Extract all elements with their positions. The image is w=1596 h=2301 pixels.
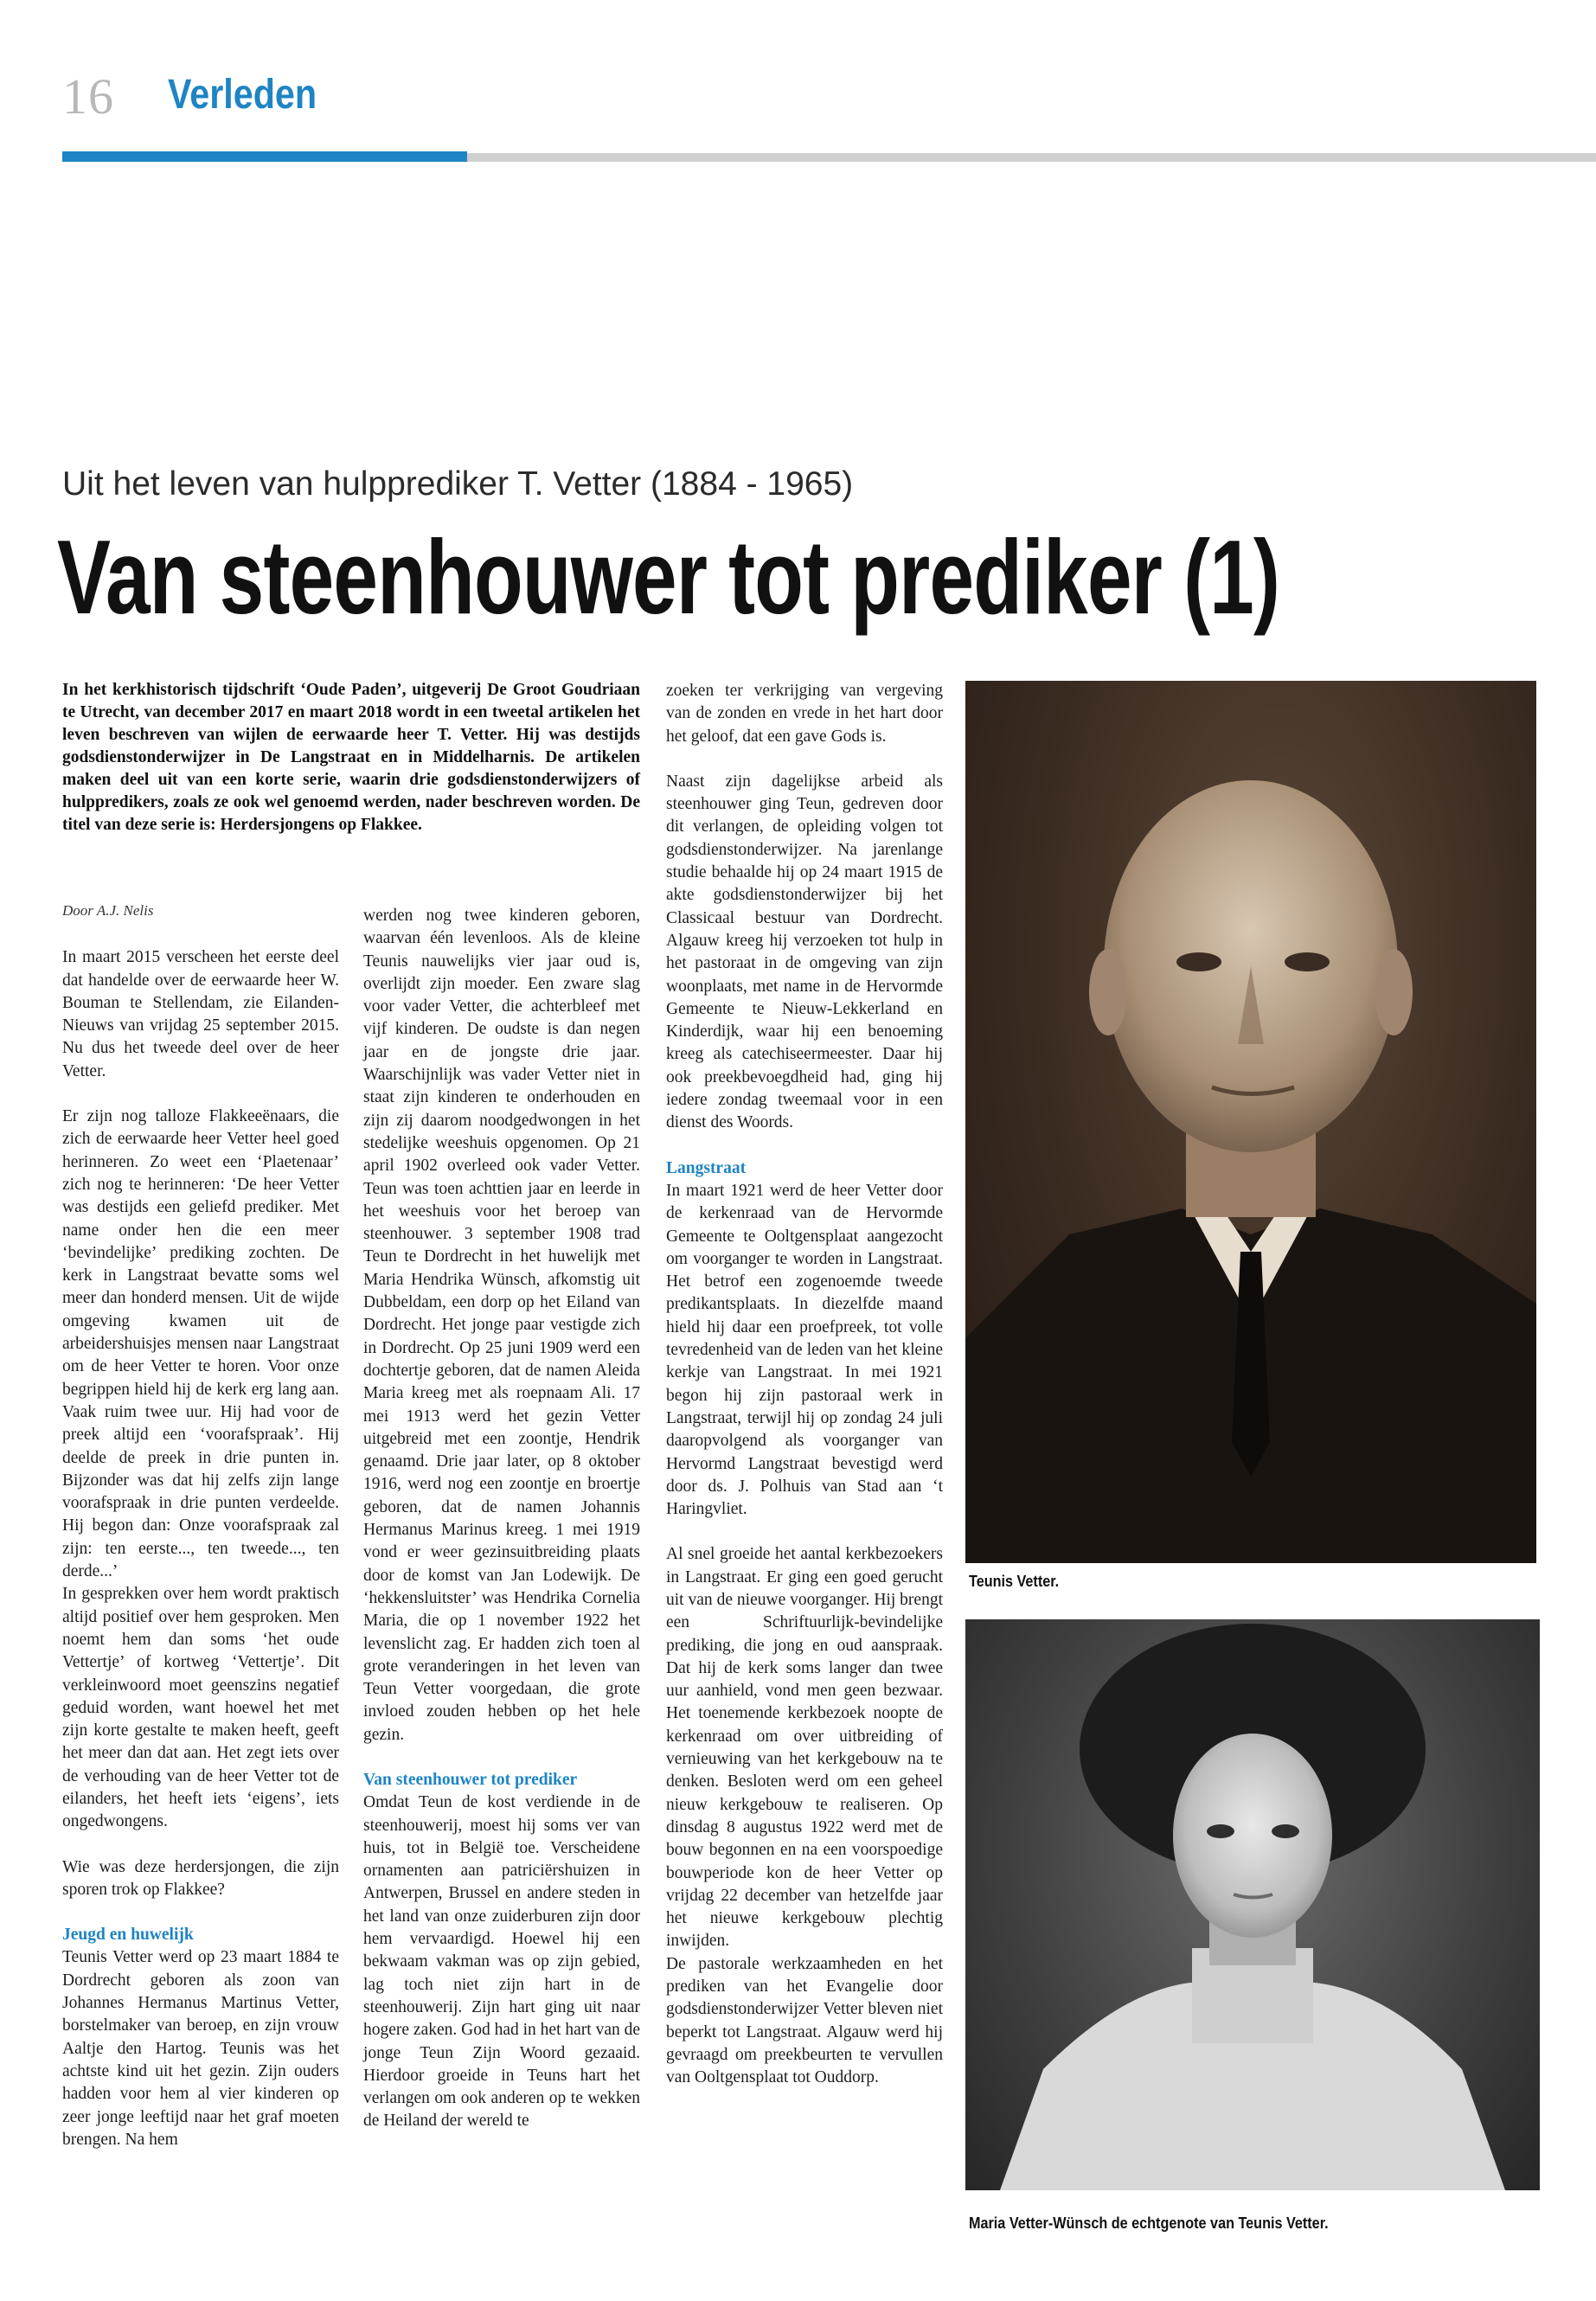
article-headline: Van steenhouwer tot prediker (1) [57, 518, 1280, 636]
byline: Door A.J. Nelis [62, 902, 154, 919]
article-intro: In het kerkhistorisch tijdschrift ‘Oude Paden’, uitgeverij De Groot Goudriaan te Utrecht, van december 2017 en maart 2018 wordt in een tweetal artikelen het leven beschreven van wijlen de eerwaarde heer T. Vetter. Hij was destijds godsdienstonderwijzer in De Langstraat en in Middelharnis. De artikelen maken deel uit van een korte serie, waarin drie godsdienstonderwijzers of hulppredikers, zoals ze ook wel genoemd werden, nader beschreven worden. De titel van deze serie is: Herdersjongens op Flakkee. [62, 681, 640, 834]
section-title: Verleden [168, 72, 317, 118]
paragraph: zoeken ter verkrijging van vergeving van de zonden en vrede in het hart door het geloof, dat een gave Gods is. [666, 682, 943, 746]
page-number: 16 [62, 68, 114, 125]
column-1 [62, 900, 339, 2151]
paragraph: Wie was deze herdersjongen, die zijn sporen trok op Flakkee? [62, 1857, 339, 1899]
paragraph: Al snel groeide het aantal kerkbezoekers in Langstraat. Er ging een goed gerucht uit van de nieuwe voorganger. Hij brengt een Schriftuurlijk-bevindelijke prediking, die jong en oud aanspraak. Dat hij de kerk soms langer dan twee uur aanhield, vond men geen bezwaar. Het toenemende kerkbezoek noopte de kerkenraad om over uitbreiding of vernieuwing van het kerkgebouw na te denken. Besloten werd om een geheel nieuw kerkgebouw te realiseren. Op dinsdag 8 augustus 1922 werd met de bouw begonnen en na een voorspoedige bouwperiode kon de heer Vetter op vrijdag 22 december van hetzelfde jaar het nieuwe kerkgebouw plechtig inwijden. [666, 1545, 943, 1951]
portrait-illustration [965, 1619, 1540, 2190]
photo-caption: Maria Vetter-Wünsch de echtgenote van Teunis Vetter. [969, 2214, 1329, 2232]
paragraph: In gesprekken over hem wordt praktisch altijd positief over hem gesproken. Men noemt hem dan soms ‘het oude Vettertje’ of kortweg ‘Vettertje’. Dit verkleinwoord moet geenszins negatief geduid worden, want hoewel het met zijn korte gestalte te maken heeft, geeft het meer dan dat aan. Het zegt iets over de verhouding van de heer Vetter tot de eilanders, het heeft iets ‘eigens’, iets ongedwongens. [62, 1585, 339, 1831]
portrait-photo-teunis-vetter [965, 681, 1536, 1563]
paragraph: Teunis Vetter werd op 23 maart 1884 te Dordrecht geboren als zoon van Johannes Hermanus Martinus Vetter, borstelmaker van beroep, en zijn vrouw Aaltje den Hartog. Teunis was het achtste kind uit het gezin. Zijn ouders hadden voor hem al vier kinderen op zeer jonge leeftijd naar het graf moeten brengen. Na hem [62, 1948, 339, 2149]
paragraph: Omdat Teun de kost verdiende in de steenhouwerij, moest hij soms ver van huis, tot in België toe. Verscheidene ornamenten aan patriciërshuizen in Antwerpen, Brussel en andere steden in het land van onze zuiderburen zijn door hem vervaardigd. Hoewel hij een bekwaam vakman was op zijn gebied, lag toch niet zijn hart in de steenhouwerij. Zijn hart ging uit naar hogere zaken. God had in het hart van de jonge Teun Zijn Woord gezaaid. Hierdoor groeide in Teuns hart het verlangen om ook anderen op te wekken de Heiland der wereld te [363, 1793, 640, 2131]
paragraph: De pastorale werkzaamheden en het prediken van het Evangelie door godsdienstonderwijzer Vetter bleven niet beperkt tot Langstraat. Algauw werd hij gevraagd om preekbeurten te vervullen van Ooltgensplaat tot Ouddorp. [666, 1954, 943, 2087]
paragraph: In maart 2015 verscheen het eerste deel dat handelde over de eerwaarde heer W. Bouman te Stellendam, zie Eilanden-Nieuws van vrijdag 25 september 2015. Nu dus het tweede deel over de heer Vetter. [62, 948, 339, 1080]
column-2 [363, 905, 640, 2133]
header-accent-rule [62, 151, 467, 162]
paragraph: werden nog twee kinderen geboren, waarvan één levenloos. Als de kleine Teunis nauwelijks vier jaar oud is, overlijdt zijn moeder. Een zware slag voor vader Vetter, die achterbleef met vijf kinderen. De oudste is dan negen jaar en de jongste drie jaar. Waarschijnlijk was vader Vetter niet in staat zijn kinderen te onderhouden en zijn zij daarom noodgedwongen in het stedelijke weeshuis opgenomen. Op 21 april 1902 overleed ook vader Vetter. Teun was toen achttien jaar en leerde in het weeshuis voor het beroep van steenhouwer. 3 september 1908 trad Teun te Dordrecht in het huwelijk met Maria Hendrika Wünsch, afkomstig uit Dubbeldam, een dorp op het Eiland van Dordrecht. Het jonge paar vestigde zich in Dordrecht. Op 25 juni 1909 werd een dochtertje geboren, dat de namen Aleida Maria kreeg met als roepnaam Ali. 17 mei 1913 werd het gezin Vetter uitgebreid met een zoontje, Hendrik genaamd. Drie jaar later, op 8 oktober 1916, werd nog een zoontje en broertje geboren, dat de namen Johannis Hermanus Marinus kreeg. 1 mei 1919 vond er weer gezinsuitbreiding plaats door de komst van Jan Lodewijk. De ‘hekkensluitster’ was Hendrika Cornelia Maria, die op 1 november 1922 het levenslicht zag. Er hadden zich toen al grote veranderingen in het leven van Teun Vetter voorgedaan, die grote invloed zouden hebben op het hele gezin. [363, 907, 640, 1744]
paragraph: In maart 1921 werd de heer Vetter door de kerkenraad van de Hervormde Gemeente te Ooltgensplaat aangezocht om voorganger te worden in Langstraat. Het betrof een zogenoemde tweede predikantsplaats. In diezelfde maand hield hij daar een proefpreek, tot volle tevredenheid van de leden van het kleine kerkje van Langstraat. In mei 1921 begon hij zijn pastoraal werk in Langstraat, terwijl hij op zondag 24 juli daaropvolgend als voorganger van Hervormd Langstraat bevestigd werd door ds. J. Polhuis van Stad aan ‘t Haringvliet. [666, 1181, 943, 1519]
column-3 [666, 680, 943, 2090]
paragraph: Er zijn nog talloze Flakkeeënaars, die zich de eerwaarde heer Vetter heel goed herinneren. Zo weet een ‘Plaetenaar’ zich nog te herinneren: ‘De heer Vetter was destijds een geliefd prediker. Met name onder hen die een meer ‘bevindelijke’ prediking zochten. De kerk in Langstraat bevatte soms wel meer dan honderd mensen. Uit de wijde omgeving kwamen uit de arbeidershuisjes mensen naar Langstraat om de heer Vetter te horen. Voor onze begrippen hield hij de kerk erg lang aan. Vaak ruim twee uur. Hij had voor de preek altijd een ‘voorafspraak’. Hij deelde de preek in drie punten in. Bijzonder was dat hij zelfs zijn lange voorafspraak in drie punten verdeelde. Hij begon dan: Onze voorafspraak zal zijn: ten eerste..., ten tweede..., ten derde...’ [62, 1107, 339, 1581]
portrait-photo-maria-vetter-wunsch [965, 1619, 1540, 2190]
subheading: Van steenhouwer tot prediker [363, 1770, 578, 1789]
portrait-illustration [965, 681, 1536, 1563]
article-kicker: Uit het leven van hulpprediker T. Vetter (1884 - 1965) [62, 465, 854, 503]
subheading: Langstraat [666, 1158, 747, 1177]
subheading: Jeugd en huwelijk [62, 1926, 194, 1945]
paragraph: Naast zijn dagelijkse arbeid als steenhouwer ging Teun, gedreven door dit verlangen, de opleiding volgen tot godsdienstonderwijzer. Na jarenlange studie behaalde hij op 24 maart 1915 de akte godsdienstonderwijzer bij het Classicaal bestuur van Dordrecht. Algauw kreeg hij verzoeken tot hulp in het pastoraat in de omgeving van zijn woonplaats, met name in de Hervormde Gemeente te Nieuw-Lekkerland en Kinderdijk, waar hij een benoeming kreeg als catechiseermeester. Daar hij ook preekbevoegdheid had, ging hij iedere zondag tweemaal voor in een dienst des Woords. [666, 772, 943, 1132]
photo-caption: Teunis Vetter. [969, 1573, 1060, 1590]
